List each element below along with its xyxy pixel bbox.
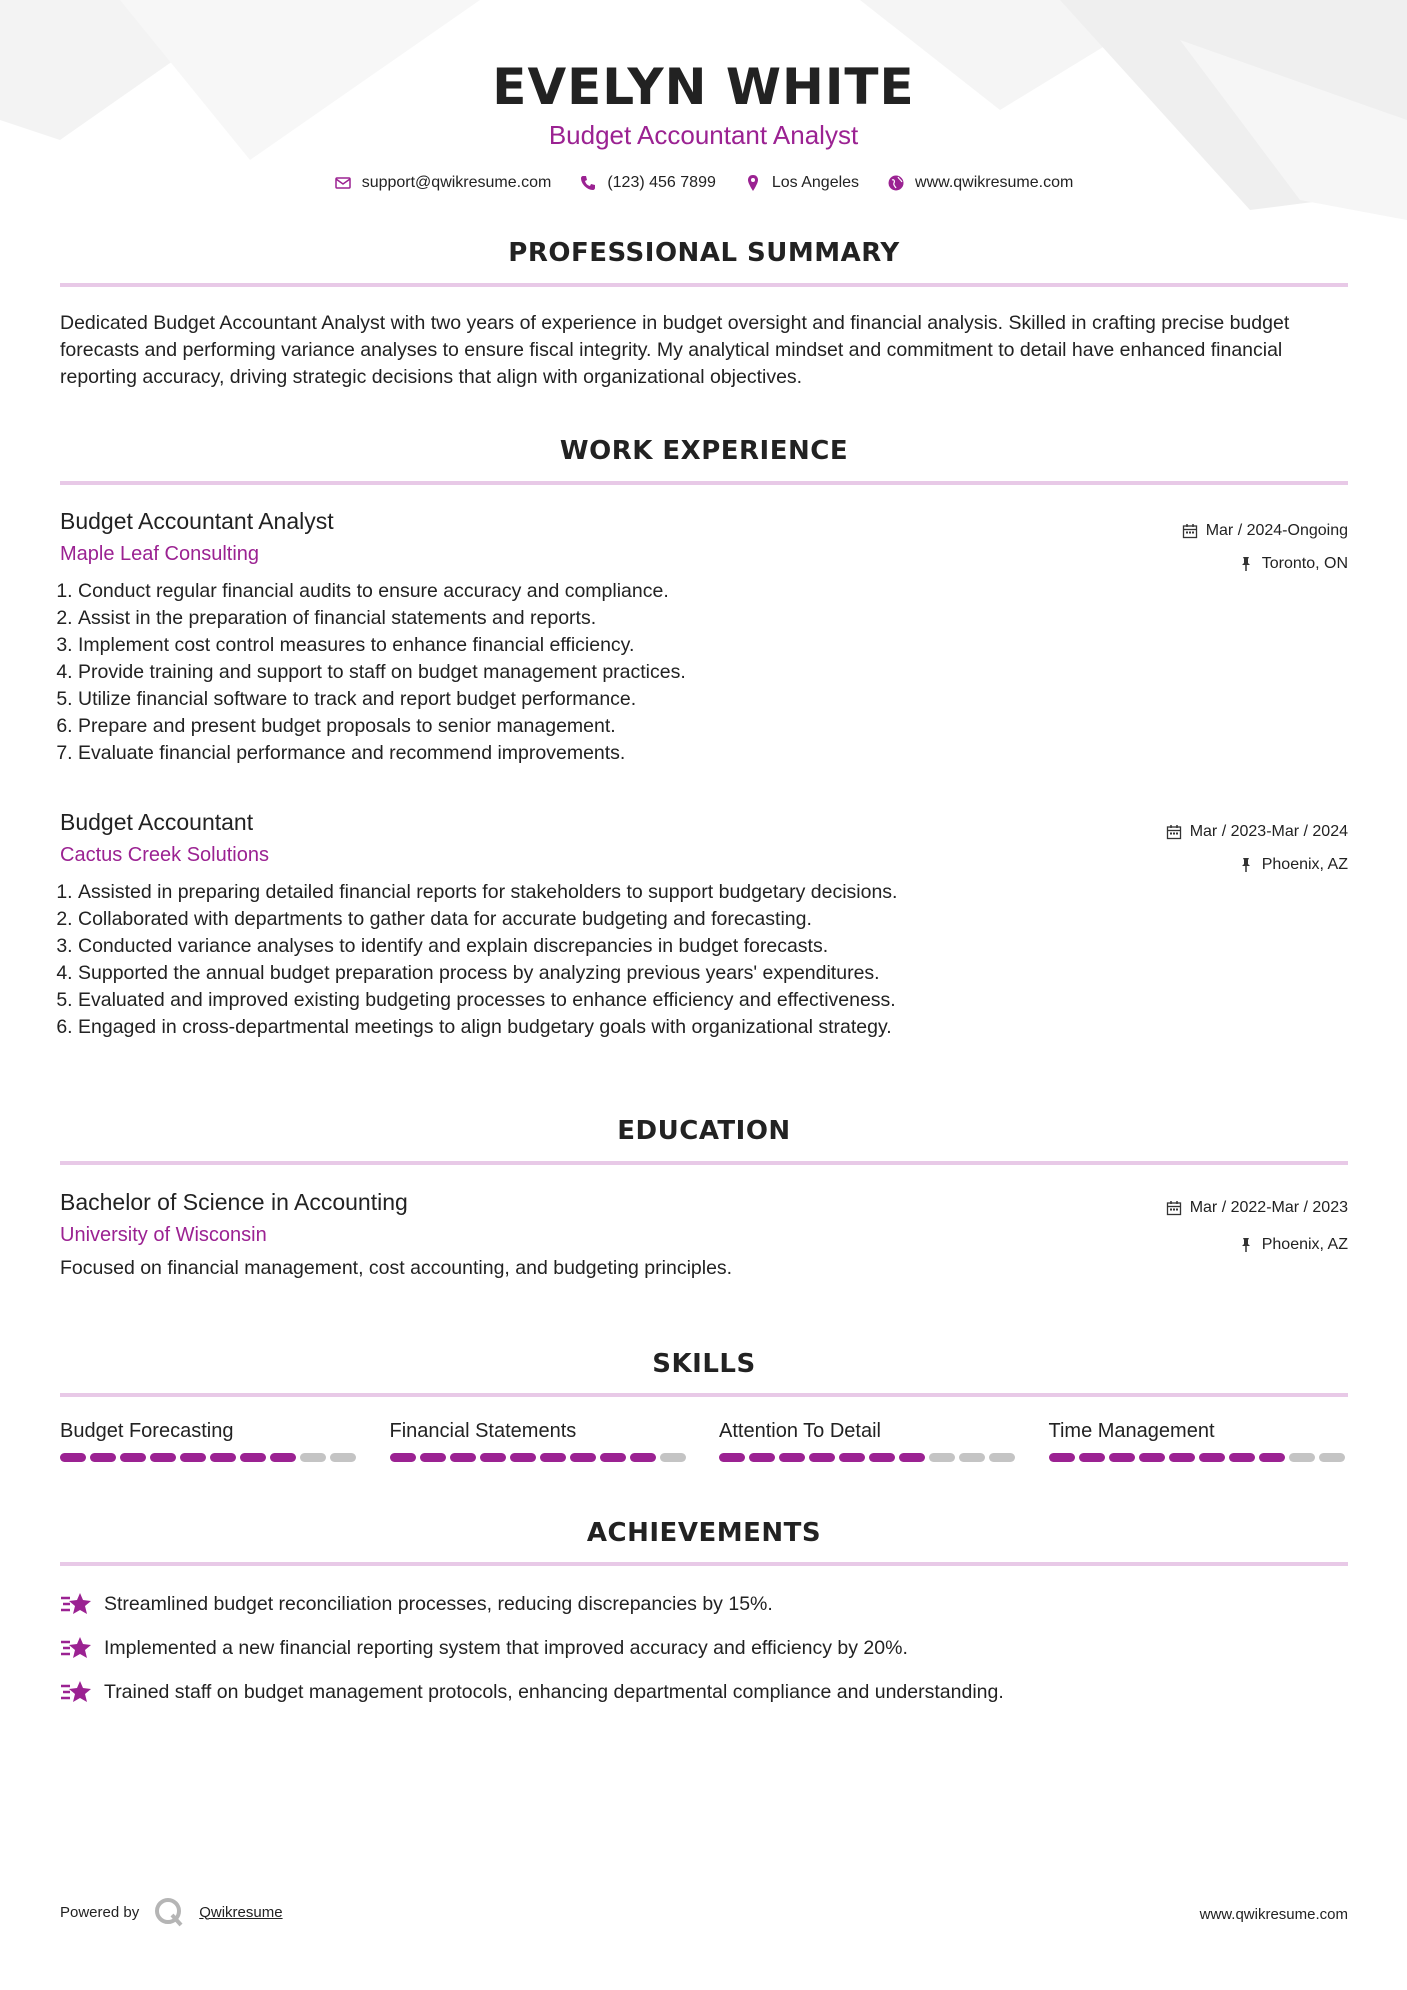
job-meta xyxy=(1166,815,1348,881)
job-location xyxy=(1166,848,1348,881)
job-dates-text: Mar / 2023-Mar / 2024 xyxy=(1189,822,1348,840)
contact-phone-text: (123) 456 7899 xyxy=(607,174,716,191)
contact-email-text: support@qwikresume.com xyxy=(361,174,552,191)
education-divider xyxy=(60,1161,1348,1165)
skill-name: Attention To Detail xyxy=(719,1420,881,1442)
duty-item: 3. Implement cost control measures to enhance financial efficiency. xyxy=(78,632,1348,659)
skill-dot xyxy=(989,1453,1015,1462)
job-company: Maple Leaf Consulting xyxy=(60,543,260,565)
skill-dot xyxy=(719,1453,745,1462)
contact-bar xyxy=(0,174,1407,192)
contact-email[interactable] xyxy=(334,174,552,192)
skill-dot xyxy=(1139,1453,1165,1462)
experience-heading: WORK EXPERIENCE xyxy=(559,436,849,466)
duty-item: 7. Evaluate financial performance and recommend improvements. xyxy=(78,740,1348,767)
skill-dot xyxy=(540,1453,566,1462)
achievement-text: Implemented a new financial reporting system that improved accuracy and efficiency by 20%. xyxy=(104,1636,908,1659)
skill-rating xyxy=(1049,1453,1349,1462)
achievement-text: Streamlined budget reconciliation processes, reducing discrepancies by 15%. xyxy=(104,1592,773,1615)
map-pin-icon xyxy=(744,174,762,192)
skill-item xyxy=(390,1420,690,1462)
skills-grid xyxy=(60,1420,1348,1462)
skill-dot xyxy=(899,1453,925,1462)
achievements-heading: ACHIEVEMENTS xyxy=(586,1518,822,1548)
job-dates xyxy=(1182,514,1348,547)
skill-dot xyxy=(1079,1453,1105,1462)
skill-dot xyxy=(1199,1453,1225,1462)
job-location xyxy=(1182,547,1348,580)
education-location xyxy=(1166,1226,1348,1263)
skill-dot xyxy=(180,1453,206,1462)
calendar-icon xyxy=(1166,1200,1182,1216)
skill-item xyxy=(60,1420,360,1462)
job-entry xyxy=(60,508,1348,767)
skill-dot xyxy=(1229,1453,1255,1462)
skill-rating xyxy=(60,1453,360,1462)
job-company: Cactus Creek Solutions xyxy=(60,844,269,866)
achievement-item xyxy=(60,1678,1004,1706)
skill-dot xyxy=(1289,1453,1315,1462)
skill-dot xyxy=(60,1453,86,1462)
skill-dot xyxy=(959,1453,985,1462)
shooting-star-icon xyxy=(60,1590,92,1618)
contact-phone[interactable] xyxy=(579,174,716,192)
job-title: Budget Accountant xyxy=(60,809,254,835)
skill-dot xyxy=(300,1453,326,1462)
duty-item: 1. Conduct regular financial audits to ensure accuracy and compliance. xyxy=(78,578,1348,605)
job-entry xyxy=(60,809,1348,1041)
duties-list xyxy=(60,578,1348,767)
qwikresume-logo-icon xyxy=(153,1896,185,1928)
job-location-text: Phoenix, AZ xyxy=(1261,855,1348,873)
candidate-title: Budget Accountant Analyst xyxy=(548,120,859,150)
skill-dot xyxy=(270,1453,296,1462)
pushpin-icon xyxy=(1238,1237,1254,1253)
skills-heading: SKILLS xyxy=(652,1349,756,1379)
skill-dot xyxy=(480,1453,506,1462)
summary-heading: PROFESSIONAL SUMMARY xyxy=(508,238,900,268)
skill-dot xyxy=(749,1453,775,1462)
skill-rating xyxy=(390,1453,690,1462)
skill-dot xyxy=(839,1453,865,1462)
job-meta xyxy=(1182,514,1348,580)
skill-dot xyxy=(929,1453,955,1462)
education-dates-text: Mar / 2022-Mar / 2023 xyxy=(1189,1198,1348,1216)
skill-dot xyxy=(120,1453,146,1462)
skill-dot xyxy=(90,1453,116,1462)
skill-dot xyxy=(809,1453,835,1462)
skill-dot xyxy=(600,1453,626,1462)
job-dates xyxy=(1166,815,1348,848)
job-title: Budget Accountant Analyst xyxy=(60,508,334,534)
duty-item: 5. Evaluated and improved existing budgeting processes to enhance efficiency and effectiveness. xyxy=(78,987,1348,1014)
calendar-icon xyxy=(1182,523,1198,539)
education-dates xyxy=(1166,1189,1348,1226)
footer-powered-by xyxy=(60,1896,283,1928)
duty-item: 3. Conducted variance analyses to identify and explain discrepancies in budget forecasts. xyxy=(78,933,1348,960)
education-meta xyxy=(1166,1189,1348,1263)
skill-dot xyxy=(240,1453,266,1462)
degree-title: Bachelor of Science in Accounting xyxy=(60,1189,408,1215)
calendar-icon xyxy=(1166,824,1182,840)
skill-dot xyxy=(1259,1453,1285,1462)
contact-location-text: Los Angeles xyxy=(771,174,860,191)
skill-dot xyxy=(869,1453,895,1462)
school-name: University of Wisconsin xyxy=(60,1224,267,1246)
job-location-text: Toronto, ON xyxy=(1261,554,1348,572)
contact-website[interactable] xyxy=(887,174,1073,192)
skill-name: Budget Forecasting xyxy=(60,1420,234,1442)
phone-icon xyxy=(579,174,597,192)
contact-location xyxy=(744,174,859,192)
duty-item: 1. Assisted in preparing detailed financial reports for stakeholders to support budgetary decisions. xyxy=(78,879,1348,906)
education-location-text: Phoenix, AZ xyxy=(1261,1235,1348,1253)
duty-item: 4. Provide training and support to staff on budget management practices. xyxy=(78,659,1348,686)
duties-list xyxy=(60,879,1348,1041)
candidate-name: EVELYN WHITE xyxy=(492,58,915,116)
duty-item: 2. Assist in the preparation of financial statements and reports. xyxy=(78,605,1348,632)
summary-divider xyxy=(60,283,1348,287)
skill-item xyxy=(1049,1420,1349,1462)
duty-item: 6. Engaged in cross-departmental meetings to align budgetary goals with organizational strategy. xyxy=(78,1014,1348,1041)
achievement-item xyxy=(60,1634,908,1662)
skill-dot xyxy=(1109,1453,1135,1462)
skill-dot xyxy=(660,1453,686,1462)
achievement-text: Trained staff on budget management protocols, enhancing departmental compliance and understanding. xyxy=(104,1680,1004,1703)
skill-dot xyxy=(150,1453,176,1462)
duty-item: 6. Prepare and present budget proposals to senior management. xyxy=(78,713,1348,740)
skill-dot xyxy=(1049,1453,1075,1462)
globe-icon xyxy=(887,174,905,192)
duty-item: 5. Utilize financial software to track and report budget performance. xyxy=(78,686,1348,713)
skills-divider xyxy=(60,1393,1348,1397)
skill-dot xyxy=(1169,1453,1195,1462)
skill-dot xyxy=(779,1453,805,1462)
skill-dot xyxy=(1319,1453,1345,1462)
education-entry xyxy=(60,1189,1348,1280)
education-description: Focused on financial management, cost accounting, and budgeting principles. xyxy=(60,1257,733,1279)
job-dates-text: Mar / 2024-Ongoing xyxy=(1205,521,1348,539)
skill-name: Financial Statements xyxy=(389,1420,577,1442)
footer-website[interactable]: www.qwikresume.com xyxy=(1199,1906,1348,1923)
achievements-divider xyxy=(60,1562,1348,1566)
skill-name: Time Management xyxy=(1048,1420,1215,1442)
pushpin-icon xyxy=(1238,556,1254,572)
skill-dot xyxy=(450,1453,476,1462)
achievement-item xyxy=(60,1590,773,1618)
shooting-star-icon xyxy=(60,1678,92,1706)
pushpin-icon xyxy=(1238,857,1254,873)
skill-dot xyxy=(210,1453,236,1462)
education-heading: EDUCATION xyxy=(617,1116,791,1146)
experience-divider xyxy=(60,481,1348,485)
duty-item: 4. Supported the annual budget preparation process by analyzing previous years' expenditures. xyxy=(78,960,1348,987)
skill-rating xyxy=(719,1453,1019,1462)
brand-link[interactable]: Qwikresume xyxy=(199,1903,283,1921)
powered-by-label: Powered by xyxy=(60,1903,140,1921)
skill-dot xyxy=(630,1453,656,1462)
skill-dot xyxy=(570,1453,596,1462)
shooting-star-icon xyxy=(60,1634,92,1662)
skill-dot xyxy=(420,1453,446,1462)
skill-dot xyxy=(390,1453,416,1462)
skill-dot xyxy=(510,1453,536,1462)
contact-website-text: www.qwikresume.com xyxy=(915,174,1074,191)
envelope-icon xyxy=(334,174,352,192)
skill-item xyxy=(719,1420,1019,1462)
summary-text: Dedicated Budget Accountant Analyst with two years of experience in budget oversight and financial analysis. Skilled in crafting precise budget forecasts and performing variance analyses to ensure fiscal integrity. My analytical mindset and commitment to detail have enhanced financial reporting accuracy, driving strategic decisions that align with organizational objectives. xyxy=(60,312,1290,388)
skill-dot xyxy=(330,1453,356,1462)
duty-item: 2. Collaborated with departments to gather data for accurate budgeting and forecasting. xyxy=(78,906,1348,933)
